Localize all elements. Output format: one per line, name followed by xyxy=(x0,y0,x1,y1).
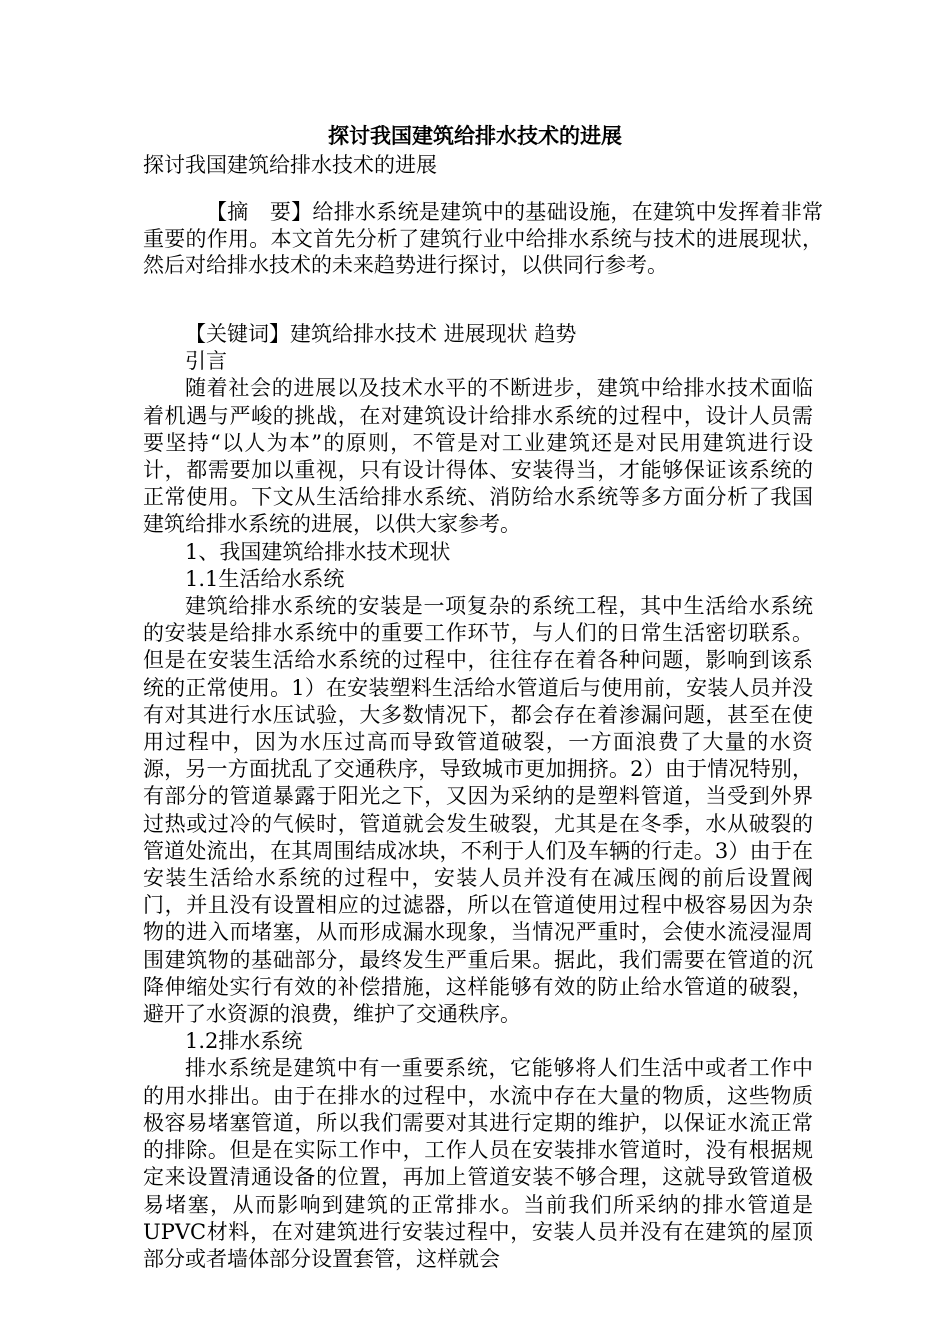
intro-paragraph: 随着社会的进展以及技术水平的不断进步，建筑中给排水技术面临着机遇与严峻的挑战，在对建筑设计给排水系统的过程中，设计人员需要坚持“以人为本”的原则，不管是对工业建筑还是对民用建筑进行设计，都需要加以重视，只有设计得体、安装得当，才能够保证该系统的正常使用。下文从生活给排水系统、消防给水系统等多方面分析了我国建筑给排水系统的进展，以供大家参考。 xyxy=(143,376,813,537)
section-1-2-heading: 1.2排水系统 xyxy=(185,1029,303,1054)
abstract-paragraph: 【摘 要】给排水系统是建筑中的基础设施，在建筑中发挥着非常重要的作用。本文首先分析了建筑行业中给排水系统与技术的进展现状，然后对给排水技术的未来趋势进行探讨，以供同行参考。 xyxy=(143,200,823,277)
section-1-1-paragraph: 建筑给排水系统的安装是一项复杂的系统工程，其中生活给水系统的安装是给排水系统中的重要工作环节，与人们的日常生活密切联系。但是在安装生活给水系统的过程中，往往存在着各种问题，影响到该系统的正常使用。1）在安装塑料生活给水管道后与使用前，安装人员并没有对其进行水压试验，大多数情况下，都会存在着渗漏问题，甚至在使用过程中，因为水压过高而导致管道破裂，一方面浪费了大量的水资源，另一方面扰乱了交通秩序，导致城市更加拥挤。2）由于情况特别，有部分的管道暴露于阳光之下，又因为采纳的是塑料管道，当受到外界过热或过冷的气候时，管道就会发生破裂，尤其是在冬季，水从破裂的管道处流出，在其周围结成冰块，不利于人们及车辆的行走。3）由于在安装生活给水系统的过程中，安装人员并没有在减压阀的前后设置阀门，并且没有设置相应的过滤器，所以在管道使用过程中极容易因为杂物的进入而堵塞，从而形成漏水现象，当情况严重时，会使水流浸湿周围建筑物的基础部分，最终发生严重后果。据此，我们需要在管道的沉降伸缩处实行有效的补偿措施，这样能够有效的防止给水管道的破裂，避开了水资源的浪费，维护了交通秩序。 xyxy=(143,594,813,1027)
section-1-2-paragraph: 排水系统是建筑中有一重要系统，它能够将人们生活中或者工作中的用水排出。由于在排水的过程中，水流中存在大量的物质，这些物质极容易堵塞管道，所以我们需要对其进行定期的维护，以保证水流正常的排除。但是在实际工作中，工作人员在安装排水管道时，没有根据规定来设置清通设备的位置，再加上管道安装不够合理，这就导致管道极易堵塞，从而影响到建筑的正常排水。当前我们所采纳的排水管道是UPVC材料，在对建筑进行安装过程中，安装人员并没有在建筑的屋顶部分或者墙体部分设置套管，这样就会 xyxy=(143,1056,813,1271)
body-text xyxy=(143,321,813,1273)
section-1-1-heading: 1.1生活给水系统 xyxy=(185,566,345,591)
document-subtitle: 探讨我国建筑给排水技术的进展 xyxy=(143,153,437,177)
section-1-heading: 1、我国建筑给排水技术现状 xyxy=(185,539,451,564)
document-title: 探讨我国建筑给排水技术的进展 xyxy=(328,123,622,148)
keywords-line: 【关键词】建筑给排水技术 进展现状 趋势 xyxy=(185,322,577,346)
intro-heading: 引言 xyxy=(185,349,227,374)
